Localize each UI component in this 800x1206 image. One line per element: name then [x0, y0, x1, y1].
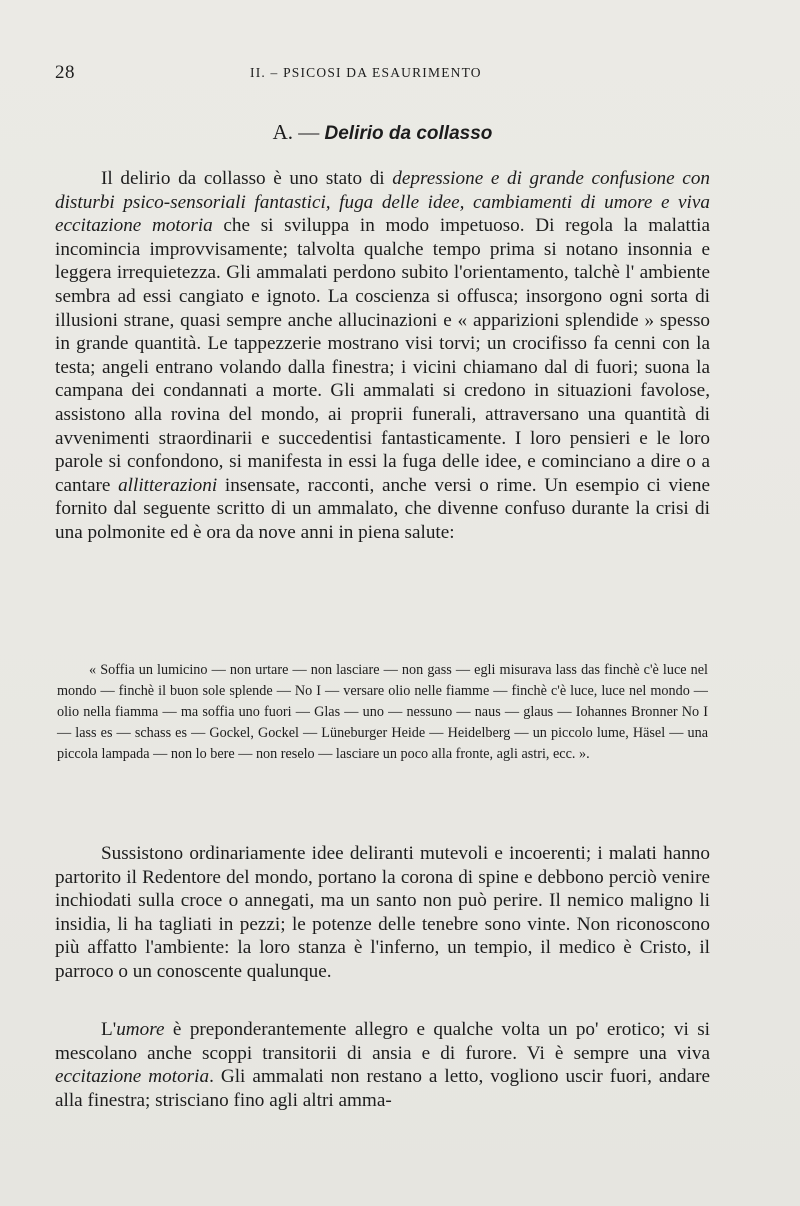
paragraph-2: Sussistono ordinariamente idee deliranti mutevoli e incoerenti; i malati hanno partorito il Redentore del mondo, portano la corona di spine e debbono perciò venire inchiodati sulla croce o annegati, ma un santo non può perire. Il nemico maligno li insidia, li ha tagliati in pezzi; le potenze delle tenebre sono vinte. Non riconoscono più affatto l'ambiente: la loro stanza è l'inferno, un tempio, il medico è Cristo, il parroco o un conoscente qualunque. — [55, 843, 710, 982]
page-number: 28 — [55, 62, 75, 83]
running-title: II. – PSICOSI DA ESAURIMENTO — [250, 65, 482, 80]
section-heading — [55, 120, 710, 145]
paragraph-1-emphasis-a: depressione e di grande confusione con disturbi psico-sensoriali fantastici, fuga delle idee, cambiamenti di umore e viva eccitazione motoria — [55, 168, 711, 237]
running-head — [55, 62, 710, 84]
section-letter: A. — — [272, 120, 320, 144]
paragraph-1-text-c: insensate, racconti, anche versi o rime. Un esempio ci viene fornito dal seguente scritto di un ammalato, che divenne confuso durante la crisi di una polmonite ed è ora da nove anni in piena salute: — [55, 474, 711, 543]
patient-writing-quote: « Soffia un lumicino — non urtare — non lasciare — non gass — egli misurava lass das finchè c'è luce nel mondo — finchè il buon sole splende — No I — versare olio nelle fiamme — finchè c'è luce, luce nel mondo — olio nella fiamma — ma soffia uno fuori — Glas — uno — nessuno — naus — glaus — Iohannes Bronner No I — lass es — schass es — Gockel, Gockel — Lüneburger Heide — Heidelberg — un piccolo lume, Häsel — una piccola lampada — non lo bere — non reselo — lasciare un poco alla fronte, agli astri, ecc. ». — [57, 662, 708, 762]
paragraph-1 — [55, 167, 710, 545]
paragraph-3-emphasis-a: umore — [116, 1019, 165, 1040]
paragraph-1-text-b: che si sviluppa in modo impetuoso. Di regola la malattia incomincia improvvisamente; talvolta qualche tempo prima si notano insonnia e leggera irrequietezza. Gli ammalati perdono subito l'orientamento, talchè l' ambiente sembra ad essi cangiato e ignoto. La coscienza si offusca; insorgono ogni sorta di illusioni strane, quasi sempre anche allucinazioni e « apparizioni splendide » spesso in grande quantità. Le tappezzerie mostrano visi torvi; un crocifisso fa cenni con la testa; angeli entrano volando dalla finestra; i vicini chiamano dal di fuori; suona la campana dei condannati a morte. Gli ammalati si credono in situazioni favolose, assistono alla rovina del mondo, ai proprii funerali, attraversano una quantità di avvenimenti straordinarii e succedentisi fantasticamente. I loro pensieri e le loro parole si confondono, si manifesta in essi la fuga delle idee, e cominciano a dire o a cantare — [55, 215, 711, 496]
paragraph-1-emphasis-b: allitterazioni — [118, 474, 218, 496]
paragraph-3 — [55, 1018, 710, 1112]
paragraph-3-text-a: L' — [101, 1019, 117, 1040]
paragraph-3-text-b: è preponderantemente allegro e qualche volta un po' erotico; vi si mescolano anche scoppi transitorii di ansia e di furore. Vi è sempre una viva — [55, 1019, 710, 1064]
paragraph-3-emphasis-b: eccitazione motoria — [55, 1066, 210, 1088]
paragraph-1-text-a: Il delirio da collasso è uno stato di — [101, 168, 393, 189]
paragraph-3-text-c: . Gli ammalati non restano a letto, vogliono uscir fuori, andare alla finestra; strisciano fino agli altri amma- — [55, 1066, 710, 1111]
section-title: Delirio da collasso — [324, 123, 493, 144]
